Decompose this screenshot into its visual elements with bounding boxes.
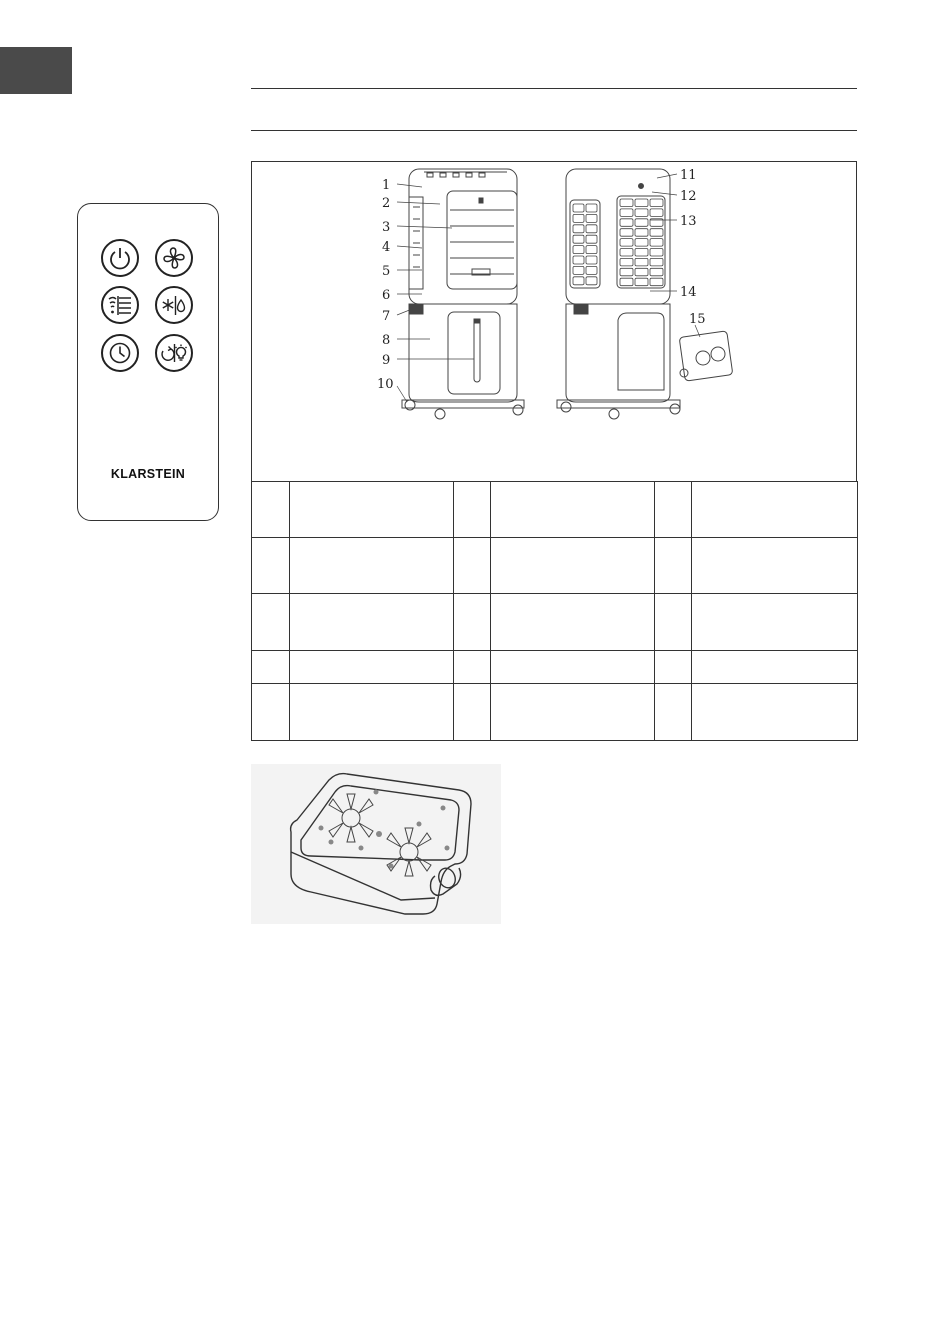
callout-6: 6 — [382, 288, 391, 303]
part-name-cell — [290, 594, 454, 651]
vent-slot — [586, 246, 597, 254]
vent-slot — [573, 235, 584, 243]
vent-slot — [650, 239, 663, 247]
part-number-cell — [252, 651, 290, 684]
vent-slot — [586, 256, 597, 264]
oscillation-light-button[interactable] — [155, 334, 193, 372]
callout-13: 13 — [680, 214, 697, 229]
callout-1: 1 — [382, 178, 391, 193]
air-cooler-illustration — [252, 162, 858, 483]
vent-slot — [635, 239, 648, 247]
fan-speed-button[interactable] — [155, 239, 193, 277]
vent-slot — [635, 199, 648, 207]
part-number-cell — [655, 594, 692, 651]
vent-slot — [573, 256, 584, 264]
callout-12: 12 — [680, 189, 697, 204]
vent-slot — [635, 249, 648, 257]
part-number-cell — [252, 594, 290, 651]
part-number-cell — [252, 684, 290, 741]
vent-slot — [573, 225, 584, 233]
table-row — [252, 651, 858, 684]
table-row — [252, 538, 858, 594]
vent-slot — [635, 268, 648, 276]
vent-slot — [586, 277, 597, 285]
callout-10: 10 — [377, 377, 394, 392]
part-name-cell — [290, 538, 454, 594]
vent-slot — [620, 209, 633, 217]
callout-3: 3 — [382, 220, 391, 235]
remote-control — [77, 203, 219, 521]
vent-slot — [620, 258, 633, 266]
callout-11: 11 — [680, 168, 697, 183]
snowflake-drop-icon — [157, 288, 191, 322]
part-number-cell — [252, 482, 290, 538]
vent-slot — [573, 277, 584, 285]
vent-slot — [650, 268, 663, 276]
part-name-cell — [290, 482, 454, 538]
table-row — [252, 684, 858, 741]
part-number-cell — [454, 482, 491, 538]
part-number-cell — [454, 594, 491, 651]
vent-slot — [650, 199, 663, 207]
part-number-cell — [655, 651, 692, 684]
part-number-cell — [655, 482, 692, 538]
part-name-cell — [290, 684, 454, 741]
product-figure — [251, 161, 857, 482]
snowflake-right-icon — [387, 828, 431, 876]
ice-box-part — [679, 331, 733, 381]
part-name-cell — [692, 482, 858, 538]
vent-slot — [586, 235, 597, 243]
part-name-cell — [692, 651, 858, 684]
table-row — [252, 594, 858, 651]
clock-icon — [103, 336, 137, 370]
vent-slot — [635, 209, 648, 217]
power-icon — [103, 241, 137, 275]
callout-9: 9 — [382, 353, 391, 368]
parts-table — [251, 481, 858, 741]
vent-slot — [620, 199, 633, 207]
part-number-cell — [454, 651, 491, 684]
vent-slot — [650, 278, 663, 286]
part-number-cell — [655, 684, 692, 741]
vent-slot — [573, 214, 584, 222]
callout-2: 2 — [382, 196, 391, 211]
vent-slot — [586, 225, 597, 233]
header-rule-bottom — [251, 130, 857, 131]
snowflake-left-icon — [329, 794, 373, 842]
part-name-cell — [692, 684, 858, 741]
callout-4: 4 — [382, 240, 391, 255]
cooling-humidify-button[interactable] — [155, 286, 193, 324]
vent-slot — [620, 239, 633, 247]
vent-slot — [635, 278, 648, 286]
part-name-cell — [491, 594, 655, 651]
callout-15: 15 — [689, 312, 706, 327]
vent-slot — [620, 278, 633, 286]
vent-slot — [650, 209, 663, 217]
vent-slot — [620, 219, 633, 227]
header-rule-top — [251, 88, 857, 89]
ice-pack-image — [251, 764, 501, 924]
fan-icon — [157, 241, 191, 275]
vent-slot — [573, 246, 584, 254]
vent-slot — [635, 229, 648, 237]
vent-slot — [586, 266, 597, 274]
part-name-cell — [491, 482, 655, 538]
part-name-cell — [692, 594, 858, 651]
part-number-cell — [252, 538, 290, 594]
callout-14: 14 — [680, 285, 697, 300]
language-tab — [0, 47, 72, 94]
vent-slot — [620, 268, 633, 276]
vent-slot — [620, 249, 633, 257]
vent-slot — [650, 229, 663, 237]
vent-slot — [635, 258, 648, 266]
power-button[interactable] — [101, 239, 139, 277]
part-number-cell — [454, 684, 491, 741]
swing-mode-button[interactable] — [101, 286, 139, 324]
remote-brand-label: KLARSTEIN — [110, 467, 186, 481]
wind-mode-icon — [103, 288, 137, 322]
part-name-cell — [692, 538, 858, 594]
vent-slot — [620, 229, 633, 237]
part-name-cell — [491, 651, 655, 684]
part-number-cell — [655, 538, 692, 594]
callout-8: 8 — [382, 333, 391, 348]
callout-7: 7 — [382, 309, 391, 324]
vent-slot — [586, 204, 597, 212]
callout-5: 5 — [382, 264, 391, 279]
vent-slot — [650, 249, 663, 257]
swing-light-icon — [157, 336, 191, 370]
timer-button[interactable] — [101, 334, 139, 372]
part-number-cell — [454, 538, 491, 594]
part-name-cell — [290, 651, 454, 684]
part-name-cell — [491, 684, 655, 741]
vent-slot — [635, 219, 648, 227]
vent-slot — [586, 214, 597, 222]
table-row — [252, 482, 858, 538]
part-name-cell — [491, 538, 655, 594]
vent-slot — [650, 258, 663, 266]
vent-slot — [573, 204, 584, 212]
vent-slot — [573, 266, 584, 274]
